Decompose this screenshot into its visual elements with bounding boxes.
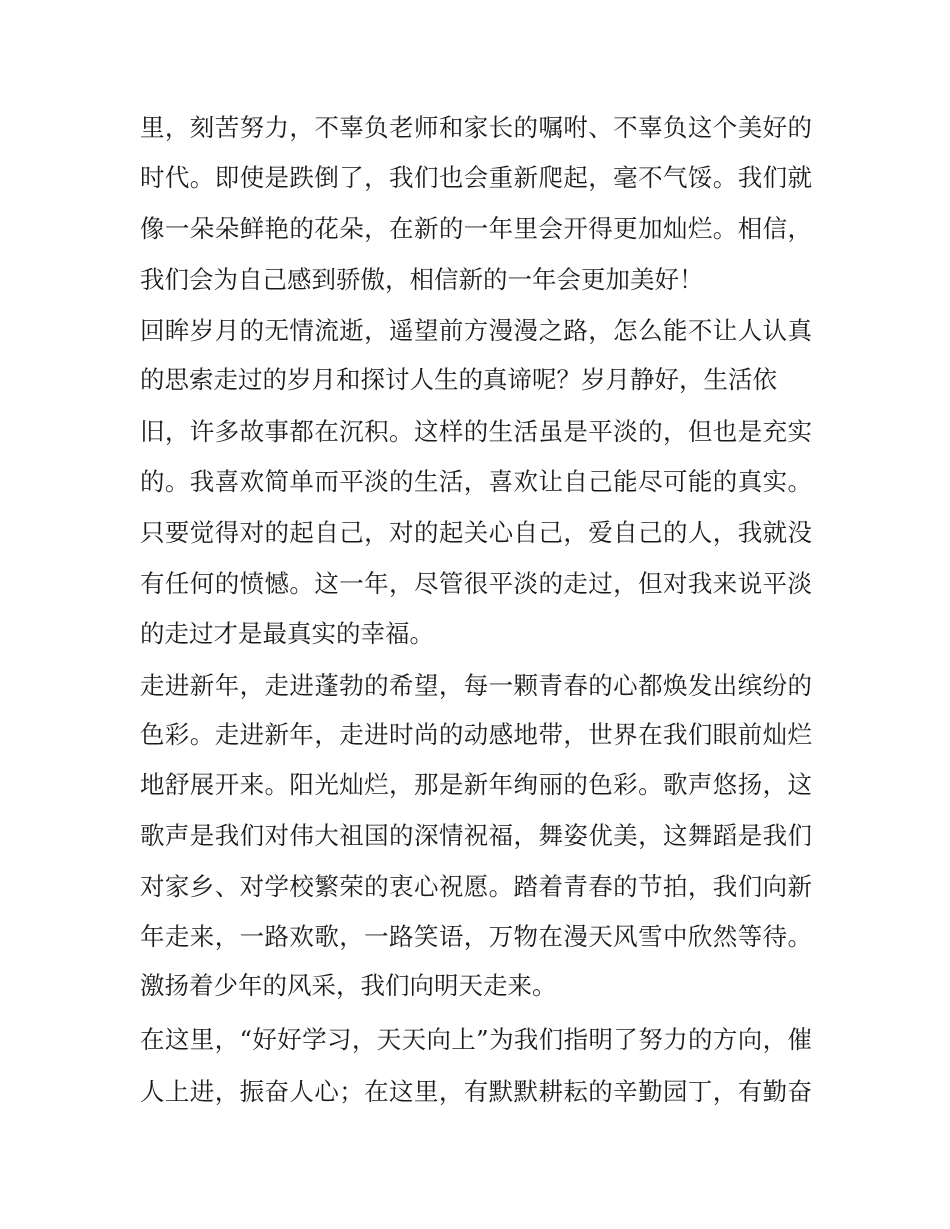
text-line: 像一朵朵鲜艳的花朵，在新的一年里会开得更加灿烂。相信， [140, 214, 812, 243]
text-line: 回眸岁月的无情流逝，遥望前方漫漫之路，怎么能不让人认真 [140, 316, 812, 345]
text-line: 时代。即使是跌倒了，我们也会重新爬起，毫不气馁。我们就 [140, 163, 812, 192]
text-line: 歌声是我们对伟大祖国的深情祝福，舞姿优美，这舞蹈是我们 [140, 821, 812, 850]
text-line: 人上进，振奋人心；在这里，有默默耕耘的辛勤园丁，有勤奋 [140, 1077, 812, 1106]
text-line: 旧，许多故事都在沉积。这样的生活虽是平淡的，但也是充实 [140, 417, 812, 446]
text-line: 在这里，“好好学习，天天向上”为我们指明了努力的方向，催 [140, 1025, 812, 1054]
text-line: 只要觉得对的起自己，对的起关心自己，爱自己的人，我就没 [140, 518, 812, 547]
text-line: 激扬着少年的风采，我们向明天走来。 [140, 971, 557, 1000]
text-line: 地舒展开来。阳光灿烂，那是新年绚丽的色彩。歌声悠扬，这 [140, 770, 812, 799]
text-line: 年走来，一路欢歌，一路笑语，万物在漫天风雪中欣然等待。 [140, 922, 812, 951]
text-line: 色彩。走进新年，走进时尚的动感地带，世界在我们眼前灿烂 [140, 720, 812, 749]
text-line: 里，刻苦努力，不辜负老师和家长的嘱咐、不辜负这个美好的 [140, 113, 812, 142]
text-line: 走进新年，走进蓬勃的希望，每一颗青春的心都焕发出缤纷的 [140, 671, 812, 700]
text-line: 对家乡、对学校繁荣的衷心祝愿。踏着青春的节拍，我们向新 [140, 872, 812, 901]
text-line: 的走过才是最真实的幸福。 [140, 619, 434, 648]
text-line: 的思索走过的岁月和探讨人生的真谛呢？岁月静好，生活依 [140, 365, 777, 394]
text-line: 我们会为自己感到骄傲，相信新的一年会更加美好！ [140, 265, 704, 294]
text-line: 的。我喜欢简单而平淡的生活，喜欢让自己能尽可能的真实。 [140, 467, 812, 496]
text-line: 有任何的愤憾。这一年，尽管很平淡的走过，但对我来说平淡 [140, 569, 812, 598]
